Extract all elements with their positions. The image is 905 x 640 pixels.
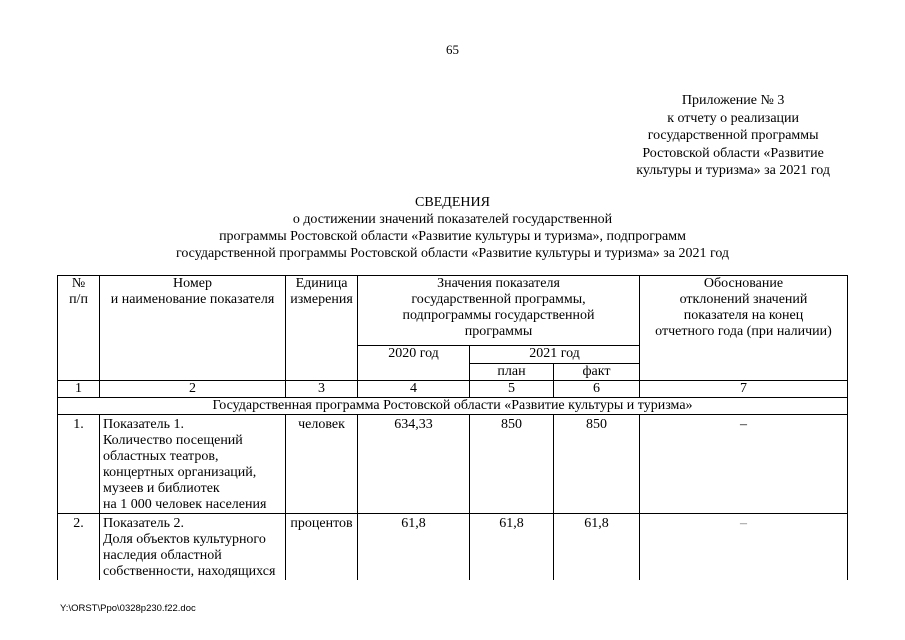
header-year-2020: 2020 год — [358, 346, 470, 381]
heading-line: программы Ростовской области «Развитие культуры и туризма», подпрограмм — [219, 229, 686, 244]
row-fact: 61,8 — [554, 514, 640, 581]
header-col-reason: Обоснование отклонений значений показателя на конец отчетного года (при наличии) — [640, 276, 848, 381]
table-row — [58, 514, 848, 581]
row-value-2020: 61,8 — [358, 514, 470, 581]
header-col-unit: Единица измерения — [286, 276, 358, 381]
header-col-values: Значения показателя государственной программы, подпрограммы государственной программы — [358, 276, 640, 346]
row-num: 1. — [58, 415, 100, 514]
header-fact: факт — [554, 364, 640, 381]
row-unit: человек — [286, 415, 358, 514]
row-num: 2. — [58, 514, 100, 581]
column-number: 2 — [100, 381, 286, 398]
row-reason: – — [640, 514, 848, 581]
appendix-line: Ростовской области «Развитие — [642, 145, 824, 161]
document-heading — [0, 194, 905, 262]
column-number: 4 — [358, 381, 470, 398]
indicators-table — [57, 275, 848, 580]
table-row — [58, 415, 848, 514]
row-fact: 850 — [554, 415, 640, 514]
section-title: Государственная программа Ростовской области «Развитие культуры и туризма» — [58, 398, 848, 415]
heading-line: о достижении значений показателей государственной — [292, 212, 613, 227]
appendix-line: Приложение № 3 — [681, 93, 785, 108]
page-number: 65 — [446, 42, 459, 57]
row-name: Показатель 1. Количество посещений областных театров, концертных организаций, музеев и библиотек на 1 000 человек населения — [100, 415, 286, 514]
column-number: 6 — [554, 381, 640, 398]
heading-title: СВЕДЕНИЯ — [415, 195, 490, 210]
file-path-footer: Y:\ORST\Ppo\0328p230.f22.doc — [60, 603, 196, 614]
header-plan: план — [470, 364, 554, 381]
heading-line: государственной программы Ростовской области «Развитие культуры и туризма» за 2021 год — [175, 246, 730, 261]
row-value-2020: 634,33 — [358, 415, 470, 514]
header-col-name: Номер и наименование показателя — [100, 276, 286, 381]
row-unit: процентов — [286, 514, 358, 581]
header-col-num: № п/п — [58, 276, 100, 381]
header-year-2021: 2021 год — [470, 346, 640, 364]
appendix-line: государственной программы — [647, 128, 819, 143]
row-plan: 850 — [470, 415, 554, 514]
column-number: 3 — [286, 381, 358, 398]
appendix-block — [636, 92, 830, 180]
row-name: Показатель 2. Доля объектов культурного наследия областной собственности, находящихся — [100, 514, 286, 581]
row-reason: – — [640, 415, 848, 514]
column-number: 5 — [470, 381, 554, 398]
column-number: 1 — [58, 381, 100, 398]
appendix-line: к отчету о реализации — [667, 110, 800, 126]
column-number: 7 — [640, 381, 848, 398]
appendix-line: культуры и туризма» за 2021 год — [636, 163, 830, 178]
row-plan: 61,8 — [470, 514, 554, 581]
